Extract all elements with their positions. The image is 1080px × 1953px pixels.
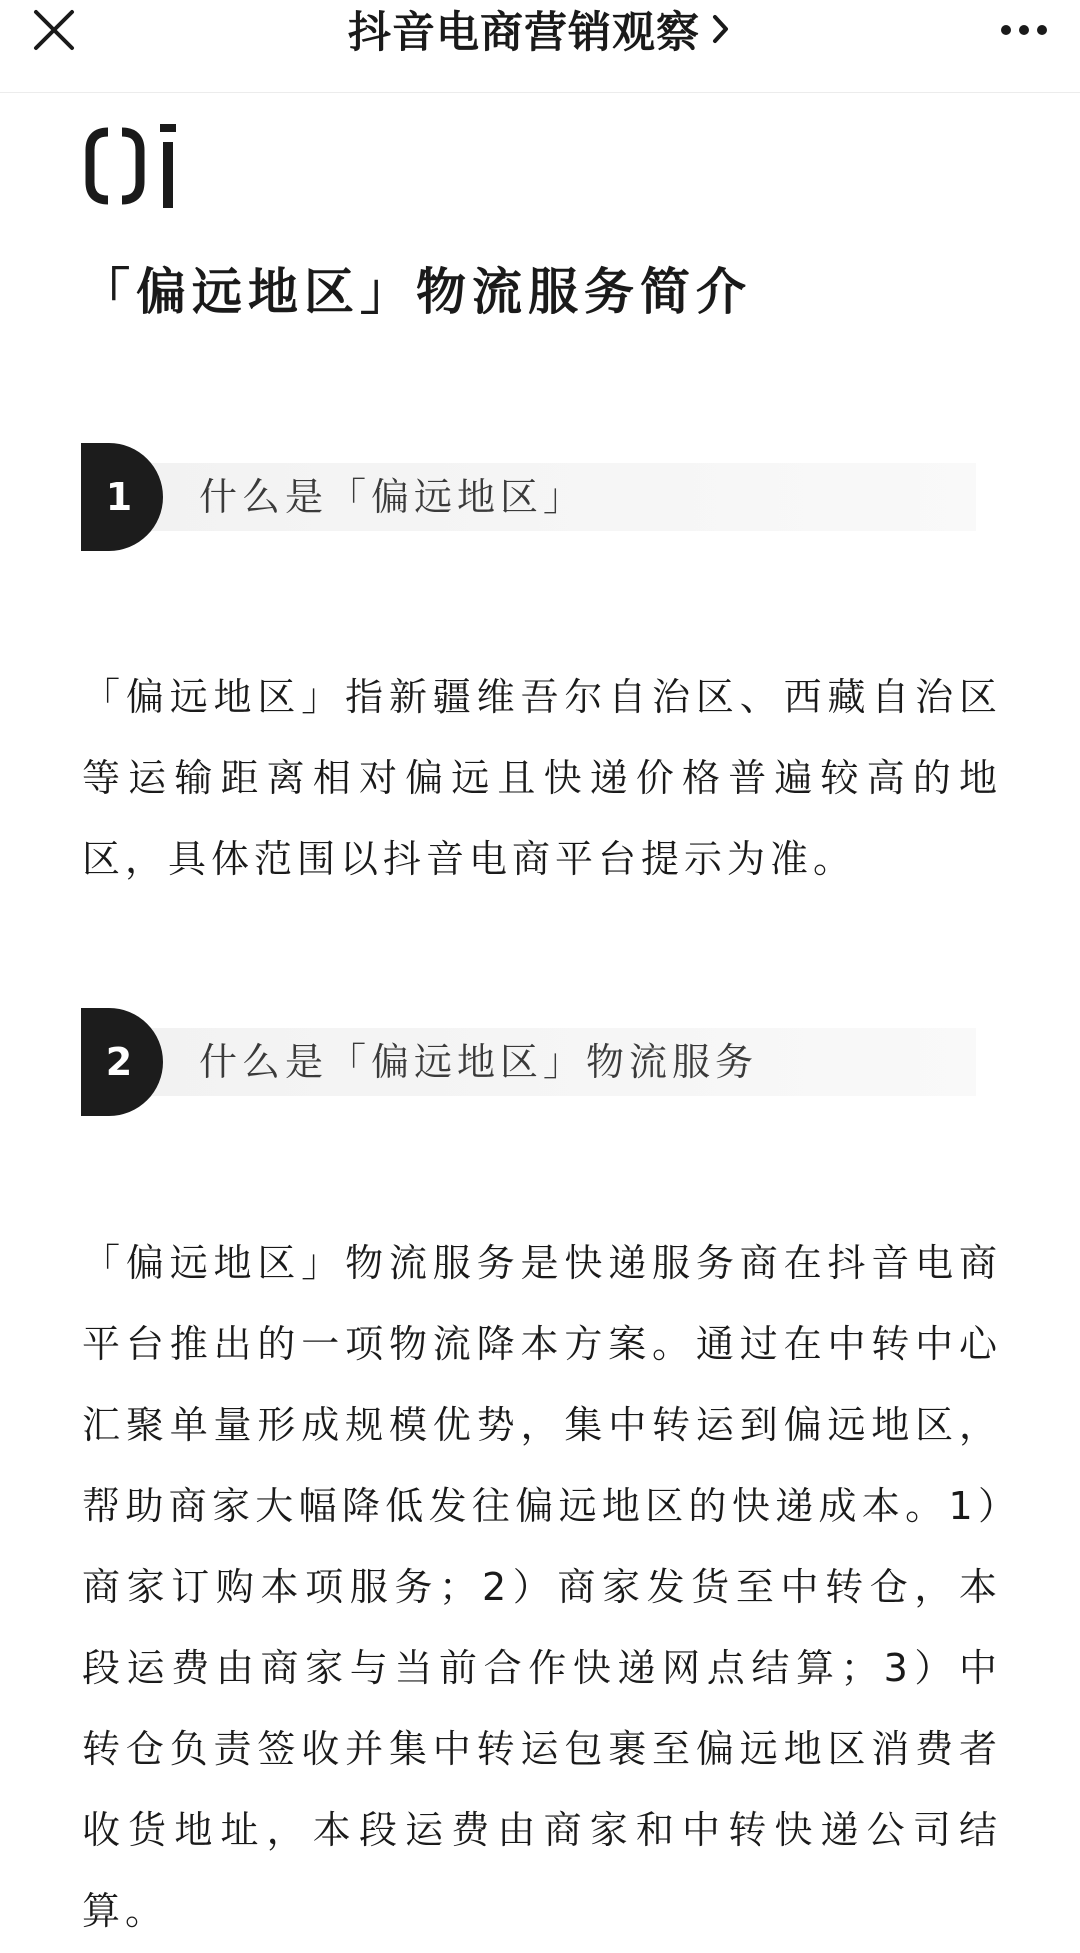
top-navbar [0,0,1080,93]
section-number-badge: 2 [81,1008,163,1116]
page-title: 抖音电商营销观察 [348,7,700,58]
article-title: 「偏远地区」物流服务简介 [80,263,752,321]
more-horizontal-icon[interactable] [996,10,1052,50]
section-paragraph-2: 「偏远地区」物流服务是快递服务商在抖音电商平台推出的一项物流降本方案。通过在中转中心汇聚单量形成规模优势，集中转运到偏远地区，帮助商家大幅降低发往偏远地区的快递成本。1）商家订购本项服务；2）商家发货至中转仓，本段运费由商家与当前合作快递网点结算；3）中转仓负责签收并集中转运包裹至偏远地区消费者收货地址，本段运费由商家和中转快递公司结算。 [82,1241,1002,1933]
section-header-2 [81,1008,976,1116]
section-header-1 [81,443,976,551]
section-number-badge: 1 [81,443,163,551]
section-paragraph-1: 「偏远地区」指新疆维吾尔自治区、西藏自治区等运输距离相对偏远且快递价格普遍较高的地区，具体范围以抖音电商平台提示为准。 [82,675,1002,881]
section-heading: 什么是「偏远地区」物流服务 [199,1040,759,1084]
account-title-link[interactable] [0,0,1080,58]
chevron-right-icon [710,11,732,47]
chapter-number-graphic [84,120,180,212]
section-heading: 什么是「偏远地区」 [199,475,587,519]
